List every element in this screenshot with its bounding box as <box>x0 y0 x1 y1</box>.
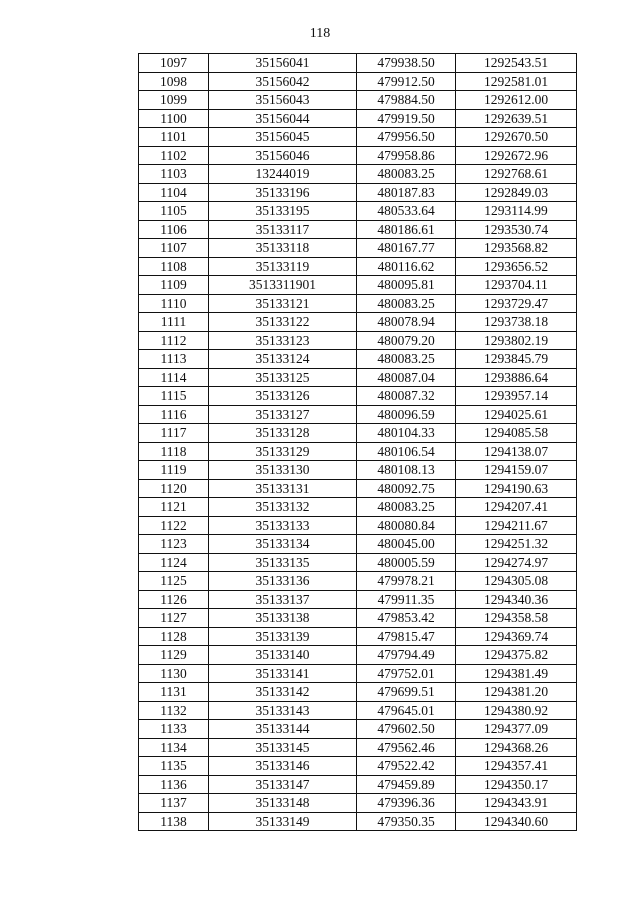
x-coordinate-cell: 479794.49 <box>357 646 456 665</box>
x-coordinate-cell: 479956.50 <box>357 128 456 147</box>
point-id-cell: 35133138 <box>209 609 357 628</box>
table-row <box>139 757 577 776</box>
y-coordinate-cell: 1293530.74 <box>456 220 577 239</box>
table-row <box>139 183 577 202</box>
x-coordinate-cell: 479919.50 <box>357 109 456 128</box>
row-number-cell: 1130 <box>139 664 209 683</box>
x-coordinate-cell: 479645.01 <box>357 701 456 720</box>
point-id-cell: 35133148 <box>209 794 357 813</box>
y-coordinate-cell: 1292581.01 <box>456 72 577 91</box>
row-number-cell: 1100 <box>139 109 209 128</box>
y-coordinate-cell: 1292849.03 <box>456 183 577 202</box>
y-coordinate-cell: 1293738.18 <box>456 313 577 332</box>
point-id-cell: 35156045 <box>209 128 357 147</box>
y-coordinate-cell: 1294369.74 <box>456 627 577 646</box>
row-number-cell: 1117 <box>139 424 209 443</box>
point-id-cell: 35156046 <box>209 146 357 165</box>
row-number-cell: 1116 <box>139 405 209 424</box>
point-id-cell: 35133146 <box>209 757 357 776</box>
row-number-cell: 1119 <box>139 461 209 480</box>
table-row <box>139 812 577 831</box>
table-row <box>139 646 577 665</box>
row-number-cell: 1113 <box>139 350 209 369</box>
row-number-cell: 1109 <box>139 276 209 295</box>
row-number-cell: 1120 <box>139 479 209 498</box>
y-coordinate-cell: 1293886.64 <box>456 368 577 387</box>
x-coordinate-cell: 480187.83 <box>357 183 456 202</box>
point-id-cell: 35156043 <box>209 91 357 110</box>
y-coordinate-cell: 1294305.08 <box>456 572 577 591</box>
row-number-cell: 1108 <box>139 257 209 276</box>
x-coordinate-cell: 480083.25 <box>357 165 456 184</box>
y-coordinate-cell: 1294343.91 <box>456 794 577 813</box>
row-number-cell: 1134 <box>139 738 209 757</box>
row-number-cell: 1131 <box>139 683 209 702</box>
y-coordinate-cell: 1294357.41 <box>456 757 577 776</box>
table-row <box>139 609 577 628</box>
point-id-cell: 35133129 <box>209 442 357 461</box>
row-number-cell: 1125 <box>139 572 209 591</box>
row-number-cell: 1107 <box>139 239 209 258</box>
x-coordinate-cell: 480167.77 <box>357 239 456 258</box>
x-coordinate-cell: 479350.35 <box>357 812 456 831</box>
table-row <box>139 128 577 147</box>
row-number-cell: 1111 <box>139 313 209 332</box>
y-coordinate-cell: 1294340.36 <box>456 590 577 609</box>
point-id-cell: 35133124 <box>209 350 357 369</box>
point-id-cell: 35133196 <box>209 183 357 202</box>
y-coordinate-cell: 1294368.26 <box>456 738 577 757</box>
row-number-cell: 1101 <box>139 128 209 147</box>
y-coordinate-cell: 1294159.07 <box>456 461 577 480</box>
table-row <box>139 405 577 424</box>
table-row <box>139 683 577 702</box>
x-coordinate-cell: 480087.04 <box>357 368 456 387</box>
point-id-cell: 35133122 <box>209 313 357 332</box>
x-coordinate-cell: 480095.81 <box>357 276 456 295</box>
table-row <box>139 239 577 258</box>
table-row <box>139 257 577 276</box>
point-id-cell: 35133135 <box>209 553 357 572</box>
y-coordinate-cell: 1294358.58 <box>456 609 577 628</box>
point-id-cell: 35133131 <box>209 479 357 498</box>
point-id-cell: 3513311901 <box>209 276 357 295</box>
x-coordinate-cell: 479752.01 <box>357 664 456 683</box>
point-id-cell: 35133142 <box>209 683 357 702</box>
x-coordinate-cell: 480045.00 <box>357 535 456 554</box>
table-row <box>139 54 577 73</box>
row-number-cell: 1104 <box>139 183 209 202</box>
table-row <box>139 664 577 683</box>
x-coordinate-cell: 480108.13 <box>357 461 456 480</box>
row-number-cell: 1127 <box>139 609 209 628</box>
point-id-cell: 35133134 <box>209 535 357 554</box>
point-id-cell: 35133123 <box>209 331 357 350</box>
y-coordinate-cell: 1294138.07 <box>456 442 577 461</box>
y-coordinate-cell: 1293729.47 <box>456 294 577 313</box>
row-number-cell: 1132 <box>139 701 209 720</box>
row-number-cell: 1124 <box>139 553 209 572</box>
point-id-cell: 35133132 <box>209 498 357 517</box>
x-coordinate-cell: 480080.84 <box>357 516 456 535</box>
point-id-cell: 35133149 <box>209 812 357 831</box>
x-coordinate-cell: 479978.21 <box>357 572 456 591</box>
row-number-cell: 1097 <box>139 54 209 73</box>
table-row <box>139 720 577 739</box>
y-coordinate-cell: 1293802.19 <box>456 331 577 350</box>
table-row <box>139 516 577 535</box>
point-id-cell: 35133195 <box>209 202 357 221</box>
point-id-cell: 35133147 <box>209 775 357 794</box>
table-row <box>139 627 577 646</box>
table-body <box>139 54 577 831</box>
point-id-cell: 35133139 <box>209 627 357 646</box>
table-row <box>139 331 577 350</box>
x-coordinate-cell: 480083.25 <box>357 498 456 517</box>
x-coordinate-cell: 479912.50 <box>357 72 456 91</box>
point-id-cell: 35133144 <box>209 720 357 739</box>
row-number-cell: 1129 <box>139 646 209 665</box>
y-coordinate-cell: 1292639.51 <box>456 109 577 128</box>
row-number-cell: 1136 <box>139 775 209 794</box>
table-row <box>139 313 577 332</box>
y-coordinate-cell: 1293957.14 <box>456 387 577 406</box>
x-coordinate-cell: 480005.59 <box>357 553 456 572</box>
table-row <box>139 202 577 221</box>
x-coordinate-cell: 479699.51 <box>357 683 456 702</box>
x-coordinate-cell: 480092.75 <box>357 479 456 498</box>
x-coordinate-cell: 480106.54 <box>357 442 456 461</box>
x-coordinate-cell: 479853.42 <box>357 609 456 628</box>
y-coordinate-cell: 1293845.79 <box>456 350 577 369</box>
point-id-cell: 35133117 <box>209 220 357 239</box>
point-id-cell: 35156042 <box>209 72 357 91</box>
x-coordinate-cell: 479602.50 <box>357 720 456 739</box>
y-coordinate-cell: 1294375.82 <box>456 646 577 665</box>
row-number-cell: 1112 <box>139 331 209 350</box>
table-row <box>139 109 577 128</box>
point-id-cell: 35133119 <box>209 257 357 276</box>
row-number-cell: 1110 <box>139 294 209 313</box>
y-coordinate-cell: 1294190.63 <box>456 479 577 498</box>
table-row <box>139 498 577 517</box>
table-row <box>139 535 577 554</box>
y-coordinate-cell: 1294340.60 <box>456 812 577 831</box>
y-coordinate-cell: 1292543.51 <box>456 54 577 73</box>
y-coordinate-cell: 1294207.41 <box>456 498 577 517</box>
y-coordinate-cell: 1294381.49 <box>456 664 577 683</box>
table-row <box>139 165 577 184</box>
x-coordinate-cell: 479522.42 <box>357 757 456 776</box>
row-number-cell: 1126 <box>139 590 209 609</box>
x-coordinate-cell: 480116.62 <box>357 257 456 276</box>
table-row <box>139 572 577 591</box>
point-id-cell: 13244019 <box>209 165 357 184</box>
y-coordinate-cell: 1294274.97 <box>456 553 577 572</box>
row-number-cell: 1123 <box>139 535 209 554</box>
point-id-cell: 35133118 <box>209 239 357 258</box>
y-coordinate-cell: 1294085.58 <box>456 424 577 443</box>
row-number-cell: 1103 <box>139 165 209 184</box>
row-number-cell: 1098 <box>139 72 209 91</box>
row-number-cell: 1122 <box>139 516 209 535</box>
row-number-cell: 1138 <box>139 812 209 831</box>
point-id-cell: 35133128 <box>209 424 357 443</box>
point-id-cell: 35133126 <box>209 387 357 406</box>
table-row <box>139 479 577 498</box>
point-id-cell: 35133127 <box>209 405 357 424</box>
table-row <box>139 387 577 406</box>
point-id-cell: 35133143 <box>209 701 357 720</box>
row-number-cell: 1115 <box>139 387 209 406</box>
table-row <box>139 146 577 165</box>
row-number-cell: 1128 <box>139 627 209 646</box>
x-coordinate-cell: 479562.46 <box>357 738 456 757</box>
row-number-cell: 1137 <box>139 794 209 813</box>
x-coordinate-cell: 479938.50 <box>357 54 456 73</box>
table-row <box>139 350 577 369</box>
y-coordinate-cell: 1293568.82 <box>456 239 577 258</box>
table-row <box>139 220 577 239</box>
point-id-cell: 35133145 <box>209 738 357 757</box>
point-id-cell: 35133133 <box>209 516 357 535</box>
y-coordinate-cell: 1292670.50 <box>456 128 577 147</box>
table-row <box>139 461 577 480</box>
y-coordinate-cell: 1294380.92 <box>456 701 577 720</box>
x-coordinate-cell: 479911.35 <box>357 590 456 609</box>
y-coordinate-cell: 1292672.96 <box>456 146 577 165</box>
x-coordinate-cell: 480087.32 <box>357 387 456 406</box>
row-number-cell: 1102 <box>139 146 209 165</box>
table-row <box>139 775 577 794</box>
row-number-cell: 1099 <box>139 91 209 110</box>
row-number-cell: 1133 <box>139 720 209 739</box>
x-coordinate-cell: 480533.64 <box>357 202 456 221</box>
y-coordinate-cell: 1294251.32 <box>456 535 577 554</box>
x-coordinate-cell: 480083.25 <box>357 350 456 369</box>
y-coordinate-cell: 1294377.09 <box>456 720 577 739</box>
point-id-cell: 35133137 <box>209 590 357 609</box>
point-id-cell: 35133121 <box>209 294 357 313</box>
y-coordinate-cell: 1294350.17 <box>456 775 577 794</box>
point-id-cell: 35133140 <box>209 646 357 665</box>
table-row <box>139 276 577 295</box>
x-coordinate-cell: 480186.61 <box>357 220 456 239</box>
table-row <box>139 590 577 609</box>
row-number-cell: 1118 <box>139 442 209 461</box>
coordinates-table <box>138 53 577 831</box>
table-row <box>139 553 577 572</box>
row-number-cell: 1105 <box>139 202 209 221</box>
x-coordinate-cell: 480083.25 <box>357 294 456 313</box>
x-coordinate-cell: 480096.59 <box>357 405 456 424</box>
point-id-cell: 35156044 <box>209 109 357 128</box>
point-id-cell: 35133130 <box>209 461 357 480</box>
point-id-cell: 35133141 <box>209 664 357 683</box>
y-coordinate-cell: 1293704.11 <box>456 276 577 295</box>
table-row <box>139 91 577 110</box>
point-id-cell: 35133125 <box>209 368 357 387</box>
row-number-cell: 1106 <box>139 220 209 239</box>
row-number-cell: 1121 <box>139 498 209 517</box>
y-coordinate-cell: 1293656.52 <box>456 257 577 276</box>
x-coordinate-cell: 479396.36 <box>357 794 456 813</box>
row-number-cell: 1135 <box>139 757 209 776</box>
point-id-cell: 35156041 <box>209 54 357 73</box>
page-number: 118 <box>309 26 331 41</box>
x-coordinate-cell: 480078.94 <box>357 313 456 332</box>
y-coordinate-cell: 1294381.20 <box>456 683 577 702</box>
table-row <box>139 368 577 387</box>
table-row <box>139 701 577 720</box>
y-coordinate-cell: 1292768.61 <box>456 165 577 184</box>
table-row <box>139 72 577 91</box>
y-coordinate-cell: 1293114.99 <box>456 202 577 221</box>
y-coordinate-cell: 1292612.00 <box>456 91 577 110</box>
x-coordinate-cell: 480104.33 <box>357 424 456 443</box>
row-number-cell: 1114 <box>139 368 209 387</box>
x-coordinate-cell: 479815.47 <box>357 627 456 646</box>
x-coordinate-cell: 479884.50 <box>357 91 456 110</box>
table-row <box>139 294 577 313</box>
y-coordinate-cell: 1294025.61 <box>456 405 577 424</box>
x-coordinate-cell: 479958.86 <box>357 146 456 165</box>
point-id-cell: 35133136 <box>209 572 357 591</box>
table-row <box>139 794 577 813</box>
table-row <box>139 442 577 461</box>
x-coordinate-cell: 480079.20 <box>357 331 456 350</box>
y-coordinate-cell: 1294211.67 <box>456 516 577 535</box>
table-row <box>139 738 577 757</box>
table-row <box>139 424 577 443</box>
x-coordinate-cell: 479459.89 <box>357 775 456 794</box>
